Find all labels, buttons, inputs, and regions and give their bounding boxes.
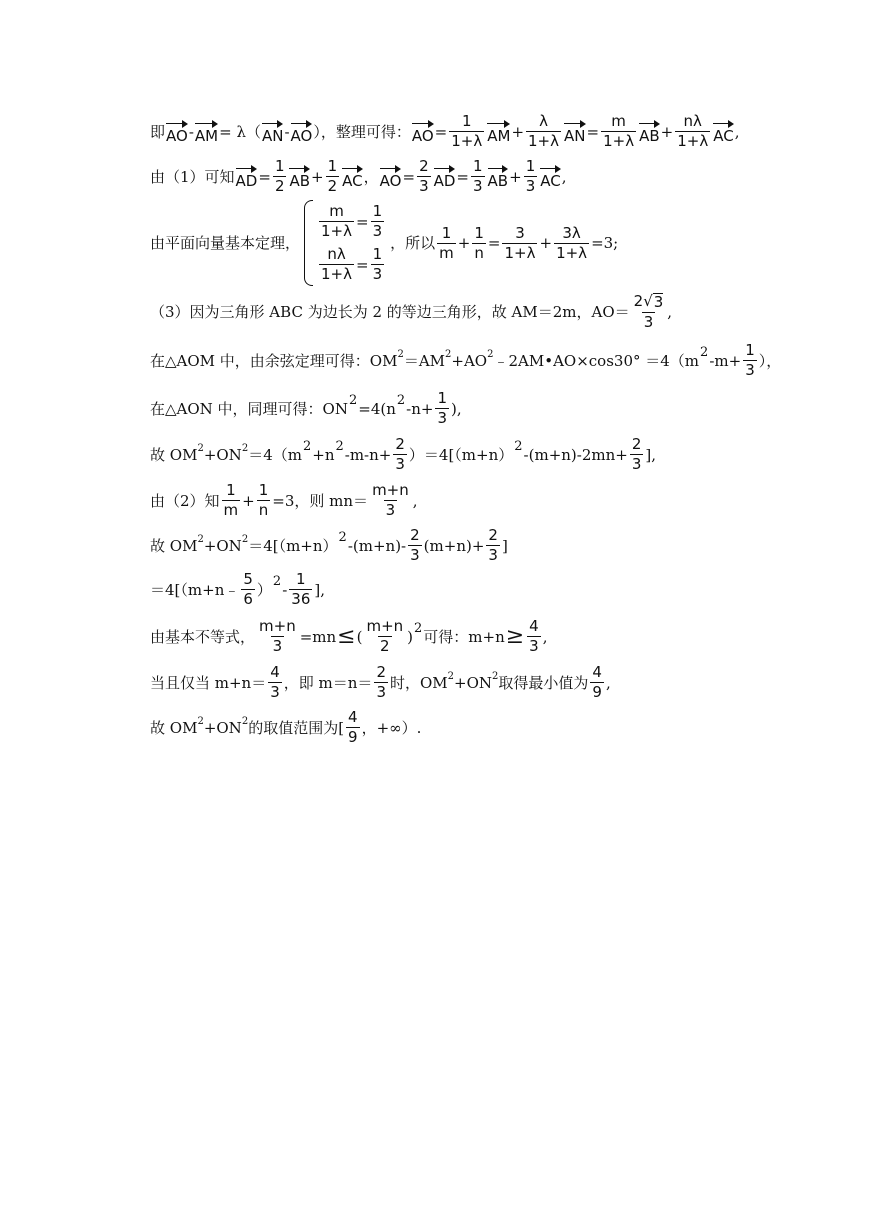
text: ， xyxy=(363,167,379,186)
fraction: $\frac{1}{m}$ xyxy=(223,481,239,519)
text: = xyxy=(586,122,600,141)
text: + xyxy=(539,234,553,252)
fraction: $\frac{2}{3}$ xyxy=(419,157,429,195)
fraction: $\frac{2}{3}$ xyxy=(395,435,405,473)
superscript: 2 xyxy=(487,348,494,360)
text: ( xyxy=(356,627,363,646)
fraction: $\frac{1}{1+\lambda}$ xyxy=(451,112,483,150)
fraction: $\frac{1}{36}$ xyxy=(291,570,311,608)
text: 在△AOM 中，由余弦定理可得：OM xyxy=(150,351,398,370)
fraction: $\frac{1}{n}$ xyxy=(258,481,269,519)
fraction: $\frac{2}{3}$ xyxy=(631,435,642,473)
text: 可得：m+n xyxy=(423,627,505,646)
text: 故 OM xyxy=(150,445,198,464)
text: + xyxy=(242,491,255,510)
fraction: $\frac{5}{6}$ xyxy=(243,570,253,608)
superscript: 2 xyxy=(414,620,423,636)
solution-line-10 xyxy=(150,571,829,608)
text: 故 OM xyxy=(150,536,198,555)
text: ＝4[（m+n﹣ xyxy=(150,580,240,599)
fraction: $\frac{1}{3}$ xyxy=(473,157,483,195)
superscript: 2 xyxy=(447,670,455,682)
fraction: $\frac{4}{3}$ xyxy=(529,617,539,655)
fraction: $\frac{3\lambda}{1+\lambda}$ xyxy=(556,223,588,262)
fraction: $\frac{1}{3}$ xyxy=(525,157,536,195)
superscript: 2 xyxy=(241,442,249,454)
text: ）， xyxy=(758,351,782,370)
vector-AC: AC xyxy=(342,165,362,189)
fraction: $\frac{4}{9}$ xyxy=(348,708,358,746)
text: ）＝4[（m+n） xyxy=(408,445,514,464)
fraction: $\frac{2}{3}$ xyxy=(410,526,420,564)
text: -n+ xyxy=(406,399,434,418)
text: (m+n)+ xyxy=(423,536,485,555)
text: -(m+n)- xyxy=(347,536,407,555)
solution-line-9 xyxy=(150,527,829,564)
equation-system xyxy=(304,200,386,286)
text: 当且仅当 m+n＝ xyxy=(150,673,267,692)
superscript: 2 xyxy=(241,533,249,545)
text: + xyxy=(660,122,674,141)
solution-line-11 xyxy=(150,618,829,655)
fraction: $\frac{m}{1+\lambda}$ xyxy=(603,112,635,150)
vector-AN: AN xyxy=(262,120,283,144)
text: - xyxy=(284,122,290,141)
fraction: 2 √ 3 3 xyxy=(633,292,664,331)
fraction: $\frac{1}{n}$ xyxy=(474,223,484,262)
superscript: 2 xyxy=(335,438,344,454)
fraction: $\frac{m+n}{3}$ xyxy=(259,617,296,655)
text: ＝4[（m+n） xyxy=(248,536,338,555)
vector-AC: AC xyxy=(713,120,733,144)
text: =3; xyxy=(591,234,619,252)
fraction: $\frac{3}{1+\lambda}$ xyxy=(504,223,536,262)
vector-AN: AN xyxy=(564,120,585,144)
text: , xyxy=(542,627,548,646)
text: ) xyxy=(407,627,413,646)
vector-AD: AD xyxy=(434,165,456,189)
text: - xyxy=(282,580,288,599)
fraction: $\frac{n\lambda}{1+\lambda}$ xyxy=(677,112,709,150)
vector-AM: AM xyxy=(195,120,218,144)
system-row: $\frac{m}{1+\lambda}$ = $\frac{1}{3}$ xyxy=(321,202,383,240)
superscript: 2 xyxy=(241,715,249,727)
system-row: $\frac{n\lambda}{1+\lambda}$ = $\frac{1}{3}$ xyxy=(321,245,383,283)
text: =mn xyxy=(299,627,337,646)
superscript: 2 xyxy=(492,670,499,682)
superscript: 2 xyxy=(338,529,347,545)
text: ，即 m＝n＝ xyxy=(283,673,373,692)
solution-line-5 xyxy=(150,342,829,379)
text: , xyxy=(667,303,673,321)
text: 由平面向量基本定理， xyxy=(150,234,301,252)
text: =4(n xyxy=(358,399,396,418)
text: ], xyxy=(645,445,657,464)
text: 由基本不等式， xyxy=(150,627,256,646)
text: +ON xyxy=(203,718,242,737)
fraction: $\frac{\lambda}{1+\lambda}$ xyxy=(528,112,560,150)
text: 故 OM xyxy=(150,718,198,737)
fraction: $\frac{4}{9}$ xyxy=(592,663,602,701)
text: = xyxy=(402,167,416,186)
fraction: $\frac{1}{3}$ xyxy=(745,341,755,379)
fraction: $\frac{1}{2}$ xyxy=(327,157,338,195)
text: -m-n+ xyxy=(344,445,392,464)
vector-AO: AO xyxy=(166,120,188,144)
text: +ON xyxy=(203,536,242,555)
vector-AD: AD xyxy=(236,165,258,189)
text: = λ（ xyxy=(219,122,261,141)
text: ），整理可得： xyxy=(313,122,411,141)
text: = xyxy=(434,122,448,141)
text: , xyxy=(605,673,611,692)
text: 即 xyxy=(150,122,166,141)
text: ，所以 xyxy=(390,234,436,252)
superscript: 2 xyxy=(197,715,204,727)
fraction: $\frac{m+n}{2}$ xyxy=(366,617,404,655)
text: , xyxy=(561,167,567,186)
text: + xyxy=(509,167,522,186)
solution-line-1 xyxy=(150,113,829,150)
text: + xyxy=(311,167,324,186)
solution-line-12 xyxy=(150,664,829,701)
solution-line-2 xyxy=(150,158,829,195)
text: 时，OM xyxy=(389,673,448,692)
text: +n xyxy=(312,445,335,464)
text: ≥ xyxy=(505,623,525,649)
superscript: 2 xyxy=(514,438,523,454)
text: ＝4（m xyxy=(248,445,302,464)
solution-line-8 xyxy=(150,482,829,519)
text: , xyxy=(412,491,418,510)
text: 在△AON 中，同理可得：ON xyxy=(150,399,348,418)
fraction: $\frac{2}{3}$ xyxy=(376,663,386,701)
text: 由（1）可知 xyxy=(150,167,235,186)
text: +ON xyxy=(454,673,493,692)
vector-AO: AO xyxy=(380,165,402,189)
text: ], xyxy=(314,580,325,599)
text: +ON xyxy=(203,445,242,464)
text: 由（2）知 xyxy=(150,491,220,510)
vector-AC: AC xyxy=(540,165,560,189)
solution-line-3 xyxy=(150,198,829,288)
fraction: $\frac{1}{2}$ xyxy=(274,157,285,195)
text: ), xyxy=(451,399,462,418)
superscript: 2 xyxy=(348,392,358,408)
text: -m+ xyxy=(709,351,742,370)
superscript: 2 xyxy=(197,533,204,545)
superscript: 2 xyxy=(396,392,406,408)
text: ＝AM xyxy=(403,351,446,370)
superscript: 2 xyxy=(397,348,404,360)
text: ） xyxy=(256,580,272,599)
text: ﹣2AM•AO×cos30° ＝4（m xyxy=(493,351,700,370)
text: -(m+n)-2mn+ xyxy=(523,445,628,464)
text: 取得最小值为 xyxy=(498,673,589,692)
fraction: $\frac{1}{m}$ xyxy=(439,223,454,262)
superscript: 2 xyxy=(700,344,709,360)
text: = xyxy=(258,167,271,186)
text: = xyxy=(487,234,501,252)
text: , xyxy=(734,122,740,141)
text: +AO xyxy=(451,351,488,370)
superscript: 2 xyxy=(445,348,452,360)
text: ，+∞）. xyxy=(361,718,422,737)
fraction: $\frac{1}{3}$ xyxy=(437,389,448,427)
vector-AB: AB xyxy=(289,165,310,189)
text: = xyxy=(456,167,469,186)
solution-line-4 xyxy=(150,293,829,331)
text: 的取值范围为[ xyxy=(248,718,345,737)
superscript: 2 xyxy=(302,438,312,454)
superscript: 2 xyxy=(197,442,204,454)
solution-line-7 xyxy=(150,436,829,473)
fraction: $\frac{m+n}{3}$ xyxy=(372,481,409,519)
superscript: 2 xyxy=(272,573,282,589)
text: + xyxy=(457,234,471,252)
solution-line-6 xyxy=(150,390,829,427)
solution-line-13 xyxy=(150,709,829,746)
vector-AB: AB xyxy=(639,120,660,144)
vector-AO: AO xyxy=(412,120,434,144)
left-brace xyxy=(304,200,313,286)
vector-AO: AO xyxy=(291,120,313,144)
fraction: $\frac{4}{3}$ xyxy=(270,663,280,701)
text: （3）因为三角形 ABC 为边长为 2 的等边三角形，故 AM＝2m，AO＝ xyxy=(150,303,630,321)
vector-AM: AM xyxy=(487,120,510,144)
fraction: $\frac{2}{3}$ xyxy=(488,526,498,564)
text: ] xyxy=(501,536,508,555)
text: + xyxy=(511,122,525,141)
text: ≤ xyxy=(337,623,356,649)
text: =3，则 mn＝ xyxy=(272,491,369,510)
vector-AB: AB xyxy=(488,165,509,189)
text: - xyxy=(188,122,194,141)
